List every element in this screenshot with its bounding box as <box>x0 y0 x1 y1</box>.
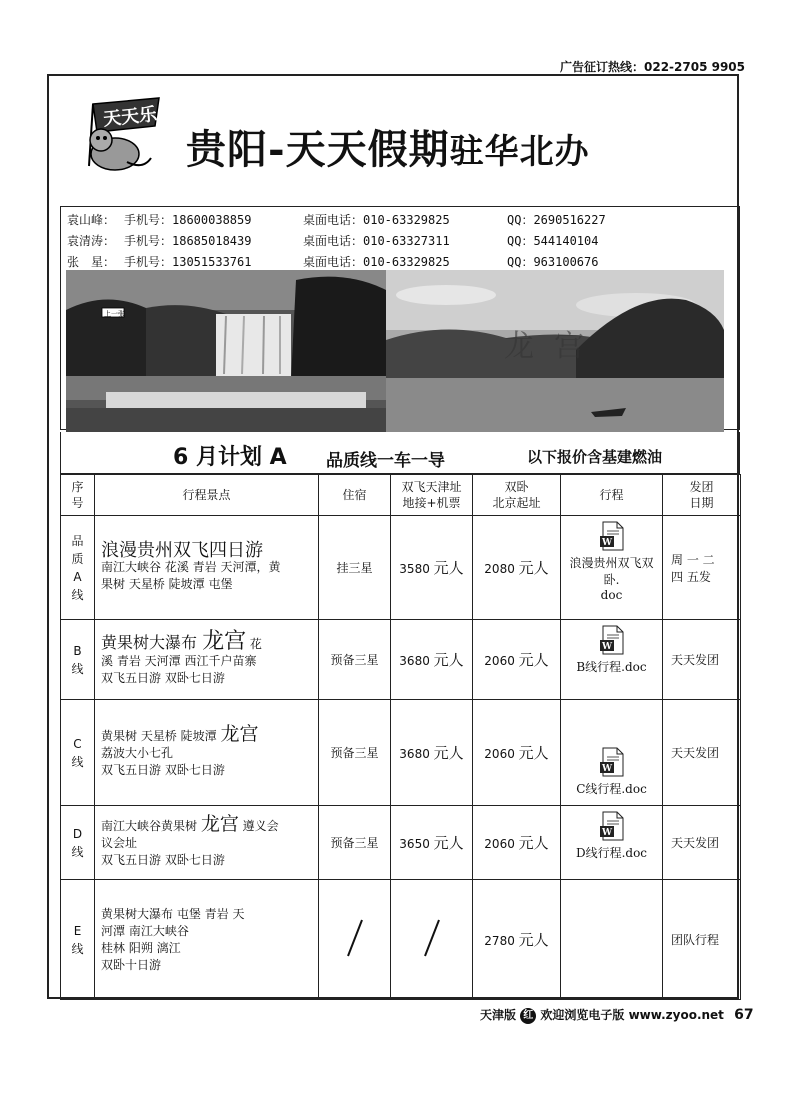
row-seq: D 线 <box>61 806 95 880</box>
slash-mark <box>340 918 370 958</box>
row-route: 南江大峡谷黄果树 龙宫 遵义会 议会址 双飞五日游 双卧七日游 <box>95 806 319 880</box>
row-depart: 天天发团 <box>663 620 741 700</box>
word-doc-icon <box>599 747 625 780</box>
row-hotel-empty <box>319 880 391 1000</box>
row-seq: 品 质 A 线 <box>61 516 95 620</box>
contact-qq: QQ：2690516227 <box>507 213 606 227</box>
word-doc-icon <box>599 625 625 658</box>
contact-mobile: 手机号：18685018439 <box>124 234 252 248</box>
row-depart: 周 一 二 四 五发 <box>663 516 741 620</box>
route-line: 河潭 南江大峡谷 <box>101 923 189 938</box>
photo-caption: 上一张 <box>104 310 125 318</box>
longgong-photo <box>386 270 724 432</box>
contact-desk-phone: 桌面电话：010-63327311 <box>303 234 450 248</box>
row-seq: B 线 <box>61 620 95 700</box>
itinerary-doc-link[interactable]: W 浪漫贵州双飞双卧. doc <box>561 516 663 620</box>
row-seq: C 线 <box>61 700 95 806</box>
page-number: 67 <box>734 1007 754 1023</box>
contact-name: 袁山峰： <box>67 213 116 227</box>
ad-hotline: 广告征订热线：022-2705 9905 <box>560 60 746 74</box>
table-row <box>61 516 741 620</box>
header-depart: 发团 日期 <box>663 475 741 516</box>
contact-desk-phone: 桌面电话：010-63329825 <box>303 213 450 227</box>
header-fly-price: 双飞天津址 地接+机票 <box>391 475 473 516</box>
page-footer <box>480 1006 754 1024</box>
itinerary-doc-link[interactable]: W C线行程.doc <box>561 700 663 806</box>
row-seq: E 线 <box>61 880 95 1000</box>
route-line: 桂林 阳朔 漓江 <box>101 940 181 955</box>
route-line: 黄果树大瀑布 屯堡 青岩 天 <box>101 906 245 921</box>
row-sleeper-price: 2080 元人 <box>473 516 561 620</box>
row-hotel: 预备三星 <box>319 806 391 880</box>
route-title: 浪漫贵州双飞四日游 <box>101 540 263 561</box>
contact-mobile: 手机号：13051533761 <box>124 255 252 269</box>
route-highlight: 龙宫 <box>220 723 259 745</box>
contact-desk-phone: 桌面电话：010-63329825 <box>303 255 450 269</box>
row-sleeper-price: 2060 元人 <box>473 806 561 880</box>
plan-banner <box>60 432 740 474</box>
row-itinerary-empty <box>561 880 663 1000</box>
table-header-row <box>61 475 741 516</box>
svg-text:W: W <box>601 538 612 548</box>
route-line: 双卧十日游 <box>101 957 162 972</box>
row-hotel: 预备三星 <box>319 620 391 700</box>
title-main: 贵阳-天天假期 <box>186 126 450 173</box>
row-fly-price: 3580 元人 <box>391 516 473 620</box>
header-seq: 序 号 <box>61 475 95 516</box>
row-fly-price: 3680 元人 <box>391 700 473 806</box>
footer-edition: 天津版 <box>480 1008 517 1022</box>
header-hotel: 住宿 <box>319 475 391 516</box>
plan-title: 6 月计划 A <box>173 445 287 470</box>
row-sleeper-price: 2060 元人 <box>473 620 561 700</box>
logo-banner-text: 天天乐 <box>102 103 159 131</box>
row-route <box>95 516 319 620</box>
table-row <box>61 620 741 700</box>
tour-table <box>60 474 741 1000</box>
route-line: 荔波大小七孔 <box>101 746 174 760</box>
table-row <box>61 880 741 1000</box>
itinerary-doc-link[interactable]: W D线行程.doc <box>561 806 663 880</box>
plan-subtitle: 品质线一车一导 <box>326 451 445 471</box>
row-route: 黄果树大瀑布 龙宫 花 溪 青岩 天河潭 西江千户苗寨 双飞五日游 双卧七日游 <box>95 620 319 700</box>
table-row <box>61 806 741 880</box>
svg-text:W: W <box>601 828 612 838</box>
contact-qq: QQ：544140104 <box>507 234 599 248</box>
route-highlight: 龙宫 <box>202 628 247 654</box>
row-route: 黄果树 天星桥 陡坡潭 龙宫 荔波大小七孔 双飞五日游 双卧七日游 <box>95 700 319 806</box>
title-suffix: 驻华北办 <box>449 132 590 172</box>
route-line: 南江大峡谷 花溪 青岩 天河潭，黄 <box>101 560 281 574</box>
header-sleeper-price: 双卧 北京起址 <box>473 475 561 516</box>
row-fly-price-empty <box>391 880 473 1000</box>
slash-mark <box>417 918 447 958</box>
footer-welcome: 欢迎浏览电子版 <box>540 1008 625 1022</box>
page-title <box>186 118 590 175</box>
table-row <box>61 700 741 806</box>
itinerary-doc-link[interactable]: W B线行程.doc <box>561 620 663 700</box>
row-hotel: 挂三星 <box>319 516 391 620</box>
photo-caption: 龙宫 <box>504 329 604 364</box>
word-doc-icon <box>599 811 625 844</box>
contact-name: 张 星： <box>67 255 116 269</box>
row-sleeper-price: 2780 元人 <box>473 880 561 1000</box>
footer-site-link[interactable]: www.zyoo.net <box>628 1008 724 1022</box>
word-doc-icon <box>599 521 625 554</box>
row-depart: 团队行程 <box>663 880 741 1000</box>
header-itinerary: 行程 <box>561 475 663 516</box>
contact-qq: QQ：963100676 <box>507 255 599 269</box>
svg-text:W: W <box>601 642 612 652</box>
row-route <box>95 880 319 1000</box>
row-depart: 天天发团 <box>663 806 741 880</box>
route-line: 溪 青岩 天河潭 西江千户苗寨 <box>101 653 257 668</box>
contact-name: 袁清涛： <box>67 234 116 248</box>
header-route: 行程景点 <box>95 475 319 516</box>
row-fly-price: 3680 元人 <box>391 620 473 700</box>
route-line: 双飞五日游 双卧七日游 <box>101 853 225 867</box>
mascot-logo <box>71 96 171 174</box>
contact-mobile: 手机号：18600038859 <box>124 213 252 227</box>
route-line: 双飞五日游 双卧七日游 <box>101 670 225 685</box>
route-line: 果树 天星桥 陡坡潭 屯堡 <box>101 577 233 591</box>
waterfall-photo <box>66 270 386 432</box>
footer-badge: 红 <box>520 1008 536 1024</box>
row-depart: 天天发团 <box>663 700 741 806</box>
row-sleeper-price: 2060 元人 <box>473 700 561 806</box>
plan-price-note: 以下报价含基建燃油 <box>527 448 663 466</box>
svg-text:W: W <box>601 764 612 774</box>
row-hotel: 预备三星 <box>319 700 391 806</box>
route-line: 议会址 <box>101 836 138 850</box>
row-fly-price: 3650 元人 <box>391 806 473 880</box>
route-line: 双飞五日游 双卧七日游 <box>101 763 225 777</box>
route-highlight: 龙宫 <box>200 813 239 835</box>
